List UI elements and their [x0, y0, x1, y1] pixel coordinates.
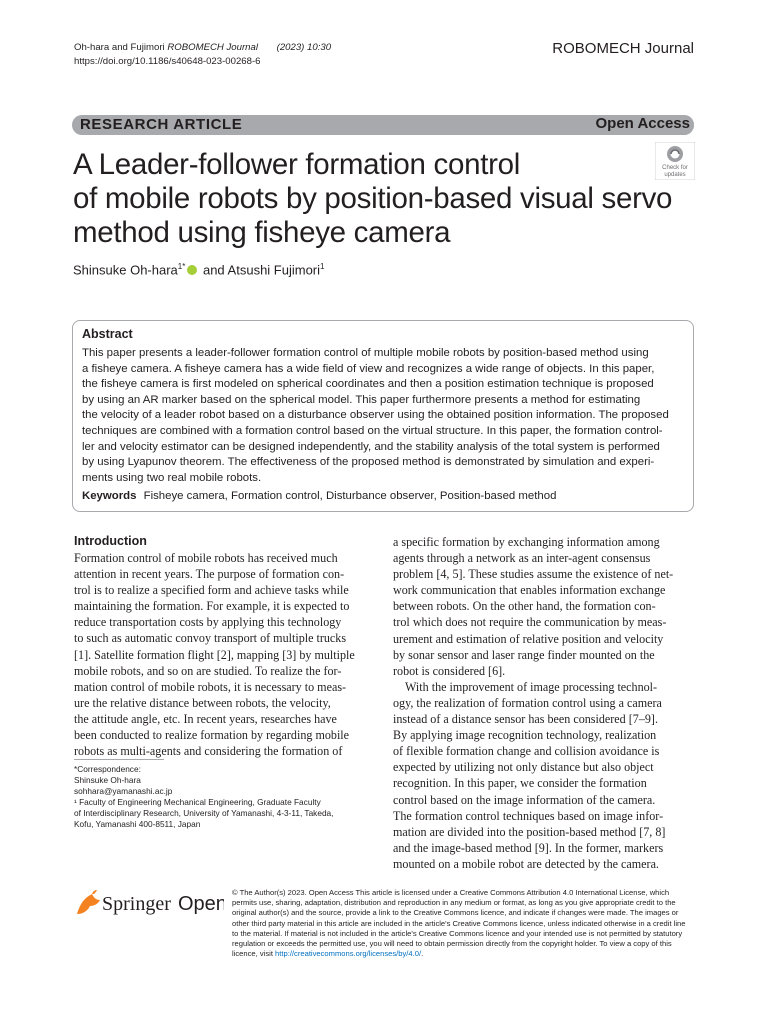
header-year-volume: (2023) 10:30: [276, 42, 332, 53]
springer-open-logo: [74, 886, 224, 927]
body-line: attention in recent years. The purpose of formation con-: [74, 567, 345, 582]
body-line: Formation control of mobile robots has received much: [74, 551, 338, 565]
check-updates-line2: updates: [664, 172, 686, 178]
footnote-line: *Correspondence:: [74, 764, 141, 774]
body-line: mation control of mobile robots, it is necessary to meas-: [74, 679, 347, 694]
body-column-left: [74, 550, 376, 759]
correspondence-footnote: [74, 764, 364, 830]
body-line: of flexible formation change and collision avoidance is: [393, 744, 660, 759]
body-line: the attitude angle, etc. In recent years, researches have: [74, 711, 337, 726]
body-line: recognition. In this paper, we consider the formation: [393, 776, 647, 791]
author-affiliation-mark: 1: [320, 262, 325, 271]
abstract-line: This paper presents a leader-follower formation control of multiple mobile robots by position-based method using: [82, 347, 649, 359]
body-line: robots as multi-agents and considering the formation of: [74, 744, 343, 759]
abstract-line: ments using two real mobile robots.: [82, 471, 262, 484]
body-line: between robots. On the other hand, the formation con-: [393, 599, 656, 614]
keywords: [82, 490, 556, 502]
corresponding-email[interactable]: sohhara@yamanashi.ac.jp: [74, 786, 173, 796]
body-line: to such as automatic convoy transport of multiple trucks: [74, 631, 347, 646]
abstract-line: by using Lyapunov theorem. The effectiveness of the proposed method is demonstrated by simulation and experi-: [82, 456, 655, 469]
springer-horse-icon: [74, 886, 224, 922]
license-line: © The Author(s) 2023. Open Access This article is licensed under a Creative Commons Attribution 4.0 International License, which: [232, 888, 670, 897]
body-line: robot is considered [6].: [393, 663, 506, 678]
author-name[interactable]: Shinsuke Oh-hara: [73, 262, 178, 278]
section-heading-introduction: Introduction: [74, 534, 147, 548]
body-line: maintaining the formation. For example, it is expected to: [74, 599, 350, 614]
body-line: reduce transportation costs by applying this technology: [74, 615, 342, 630]
body-line: and the image-based method [9]. In the former, markers: [393, 840, 664, 855]
title-line: A Leader-follower formation control: [73, 148, 520, 181]
body-line: work communication that enables information exchange: [393, 583, 666, 598]
body-line: been conducted to realize formation by regarding mobile: [74, 728, 350, 743]
abstract-text: [82, 346, 686, 486]
body-line: expected by utilizing not only distance but also object: [393, 760, 654, 775]
check-updates-line1: Check for: [662, 165, 688, 171]
body-line: instead of a distance sensor has been considered [7–9].: [393, 712, 658, 727]
body-line: problem [4, 5]. These studies assume the existence of net-: [393, 567, 674, 582]
footnote-line: Kofu, Yamanashi 400-8511, Japan: [74, 819, 201, 829]
publisher-open: Open: [178, 893, 224, 915]
check-updates-icon: [655, 142, 695, 180]
abstract-line: ler and velocity estimator can be designed independently, and the stability analysis of the total system is performed: [82, 440, 660, 453]
abstract-line: a fisheye camera. A fisheye camera has a wide field of view and recognizes a wide range of objects. In this paper,: [82, 362, 655, 375]
keywords-label: Keywords: [82, 490, 137, 502]
doi-link[interactable]: https://doi.org/10.1186/s40648-023-00268-6: [74, 56, 261, 67]
footnote-line: of Interdisciplinary Research, University of Yamanashi, 4-3-11, Takeda,: [74, 808, 334, 818]
open-access-label: Open Access: [595, 115, 690, 132]
article-type: RESEARCH ARTICLE: [80, 116, 243, 133]
body-line: By applying image recognition technology, realization: [393, 728, 657, 743]
body-line: mounted on a mobile robot are detected by the camera.: [393, 856, 659, 871]
header-authors: Oh-hara and Fujimori: [74, 42, 165, 53]
body-line: mobile robots, and so on are studied. To realize the for-: [74, 663, 342, 678]
body-line: trol which does not require the communication by meas-: [393, 615, 667, 630]
journal-name: ROBOMECH Journal: [552, 40, 694, 57]
license-line: licence, visit http://creativecommons.org/licenses/by/4.0/.: [232, 949, 424, 959]
author-name: and Atsushi Fujimori: [202, 262, 321, 278]
body-line: control based on the image information of the camera.: [393, 792, 656, 807]
publisher-name: Springer: [102, 893, 171, 915]
footnote-divider: [74, 759, 164, 760]
body-line: trol is to realize a specified form and achieve tasks while: [74, 583, 349, 598]
body-line: agents through a network as an inter-agent consensus: [393, 551, 651, 566]
orcid-icon[interactable]: [187, 265, 197, 275]
header-journal: ROBOMECH Journal: [167, 42, 258, 53]
footnote-line: Shinsuke Oh-hara: [74, 775, 141, 785]
keywords-list: Fisheye camera, Formation control, Disturbance observer, Position-based method: [143, 490, 557, 502]
title-line: of mobile robots by position-based visual servo: [73, 182, 673, 215]
abstract-line: the velocity of a leader robot based on a disturbance observer using the obtained position information. The proposed: [82, 409, 669, 422]
body-line: by sonar sensor and laser range finder mounted on the: [393, 647, 655, 662]
license-url-link[interactable]: http://creativecommons.org/licenses/by/4.0/: [275, 949, 422, 959]
abstract-heading: Abstract: [82, 327, 133, 341]
abstract-line: techniques are combined with a formation control based on the virtual structure. In this paper, the formation control-: [82, 424, 663, 437]
license-line: original author(s) and the source, provide a link to the Creative Commons licence, and indicate if changes were made. The images or: [232, 908, 679, 918]
author-affiliation-mark: 1*: [177, 262, 186, 271]
footnote-line: ¹ Faculty of Engineering Mechanical Engineering, Graduate Faculty: [74, 797, 321, 807]
license-statement: [232, 888, 694, 959]
title-line: method using fisheye camera: [73, 216, 451, 249]
body-line: ure the relative distance between robots, the velocity,: [74, 695, 331, 710]
abstract-line: the fisheye camera is first modeled on spherical coordinates and then a position estimation technique is proposed: [82, 378, 654, 391]
body-line: [1]. Satellite formation flight [2], mapping [3] by multiple: [74, 647, 355, 662]
body-line: mation are divided into the position-based method [7, 8]: [393, 824, 666, 839]
license-line: to the material. If material is not included in the article's Creative Commons licence and your intended use is not permitted by statutory: [232, 928, 683, 938]
body-line: With the improvement of image processing technol-: [405, 679, 658, 694]
body-column-right: [393, 534, 695, 872]
body-line: a specific formation by exchanging information among: [393, 535, 660, 549]
body-line: urement and estimation of relative position and velocity: [393, 631, 664, 646]
body-line: ogy, the realization of formation control using a camera: [393, 695, 662, 710]
article-type-banner: [72, 115, 694, 135]
running-header: [74, 41, 331, 69]
article-title: [73, 148, 693, 250]
body-line: The formation control techniques based on image infor-: [393, 808, 664, 823]
author-list: [73, 262, 324, 277]
check-for-updates-badge[interactable]: [655, 142, 695, 180]
license-line: permits use, sharing, adaptation, distribution and reproduction in any medium or format, as long as you give appropriate credit to the: [232, 898, 676, 908]
license-line: regulation or exceeds the permitted use, you will need to obtain permission directly from the copyright holder. To view a copy of this: [232, 939, 672, 949]
abstract-line: by using an AR marker based on the spherical model. This paper furthermore presents a method for estimating: [82, 393, 641, 406]
license-line: other third party material in this article are included in the article's Creative Commons licence, unless indicated otherwise in a credit line: [232, 918, 686, 928]
